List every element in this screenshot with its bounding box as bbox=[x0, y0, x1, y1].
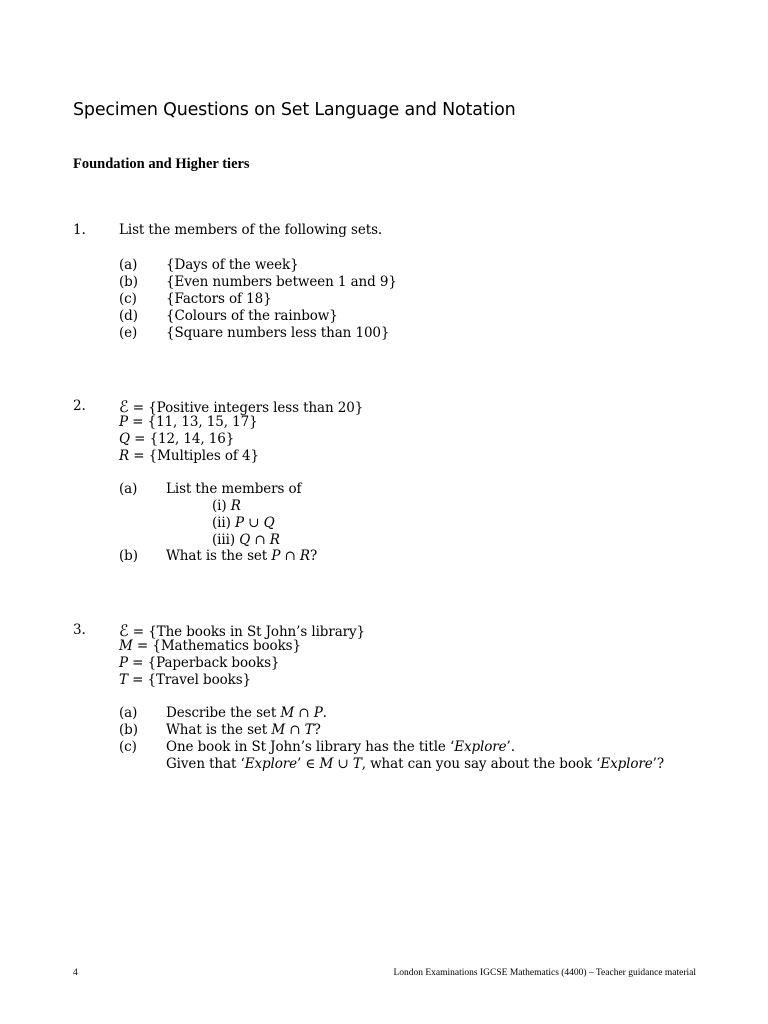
part-text: {Square numbers less than 100} bbox=[166, 325, 390, 341]
part-label: (a) bbox=[119, 257, 138, 273]
set-definition-text: = {12, 14, 16} bbox=[129, 431, 235, 447]
text-fragment: One book in St John’s library has the title ‘ bbox=[166, 739, 455, 755]
set-definition-text: = {Paperback books} bbox=[127, 655, 280, 671]
part-text: {Days of the week} bbox=[166, 257, 299, 273]
set-symbol: T bbox=[119, 672, 128, 688]
text-fragment: ? bbox=[309, 548, 318, 564]
question-number: 3. bbox=[73, 622, 86, 638]
set-symbol: T bbox=[352, 756, 362, 772]
part-text: {Even numbers between 1 and 9} bbox=[166, 274, 397, 290]
part-text: {Colours of the rainbow} bbox=[166, 308, 338, 324]
part-text bbox=[166, 548, 317, 564]
subpart bbox=[212, 532, 280, 548]
intersection-operator: ∩ bbox=[280, 548, 300, 564]
union-operator: ∪ bbox=[243, 515, 264, 531]
set-definition-text: = {Mathematics books} bbox=[132, 638, 301, 654]
set-symbol: M bbox=[119, 638, 133, 654]
set-definition bbox=[119, 448, 259, 464]
universal-set-symbol: ℰ bbox=[119, 397, 129, 416]
set-definition-text: = {Multiples of 4} bbox=[129, 448, 260, 464]
set-definition bbox=[119, 655, 279, 671]
part-text: {Factors of 18} bbox=[166, 291, 272, 307]
page-subtitle: Foundation and Higher tiers bbox=[73, 156, 250, 172]
set-definition-text: = {Travel books} bbox=[127, 672, 252, 688]
intersection-operator: ∩ bbox=[285, 722, 305, 738]
set-symbol: T bbox=[304, 722, 314, 738]
set-symbol: M bbox=[319, 756, 334, 772]
set-symbol: Q bbox=[119, 431, 130, 447]
part-text: List the members of bbox=[166, 481, 302, 497]
text-fragment: ’? bbox=[652, 756, 664, 772]
subpart-label: (i) bbox=[212, 498, 227, 514]
set-symbol: P bbox=[119, 655, 128, 671]
question-number: 2. bbox=[73, 398, 86, 414]
book-title: Explore bbox=[600, 756, 653, 772]
part-label: (c) bbox=[119, 739, 137, 755]
set-definition bbox=[119, 431, 234, 447]
set-symbol: Q bbox=[239, 532, 251, 548]
book-title: Explore bbox=[244, 756, 297, 772]
intersection-operator: ∩ bbox=[250, 532, 270, 548]
element-of-operator: ’ ∈ bbox=[297, 756, 320, 772]
part-label: (b) bbox=[119, 722, 138, 738]
part-label: (c) bbox=[119, 291, 137, 307]
set-definition bbox=[119, 672, 251, 688]
page-number: 4 bbox=[73, 968, 78, 978]
set-definition-text: = {Positive integers less than 20} bbox=[128, 400, 364, 416]
book-title: Explore bbox=[454, 739, 507, 755]
set-symbol: P bbox=[234, 515, 244, 531]
part-label: (d) bbox=[119, 308, 138, 324]
subpart bbox=[212, 498, 241, 514]
text-fragment: ? bbox=[313, 722, 321, 738]
question-number: 1. bbox=[73, 222, 86, 238]
question-stem: List the members of the following sets. bbox=[119, 222, 383, 238]
part-label: (a) bbox=[119, 481, 138, 497]
part-text bbox=[166, 739, 515, 755]
footer-source: London Examinations IGCSE Mathematics (4400) – Teacher guidance material bbox=[393, 968, 696, 978]
part-text bbox=[166, 705, 327, 721]
set-symbol: P bbox=[271, 548, 281, 564]
subpart bbox=[212, 515, 275, 531]
text-fragment: Describe the set bbox=[166, 705, 281, 721]
union-operator: ∪ bbox=[333, 756, 353, 772]
set-symbol: R bbox=[269, 532, 280, 548]
text-fragment: . bbox=[322, 705, 327, 721]
set-definition bbox=[119, 414, 258, 430]
set-symbol: P bbox=[313, 705, 323, 721]
text-fragment: What is the set bbox=[166, 548, 272, 564]
part-text-continued bbox=[166, 756, 664, 772]
set-symbol: P bbox=[119, 414, 128, 430]
universal-set-symbol: ℰ bbox=[119, 621, 129, 640]
set-definition-text: = {11, 13, 15, 17} bbox=[127, 414, 258, 430]
subpart-label: (iii) bbox=[212, 532, 235, 548]
set-symbol: R bbox=[299, 548, 310, 564]
set-symbol: R bbox=[119, 448, 130, 464]
set-symbol: Q bbox=[263, 515, 275, 531]
set-definition-text: = {The books in St John’s library} bbox=[128, 624, 366, 640]
text-fragment: Given that ‘ bbox=[166, 756, 245, 772]
set-symbol: R bbox=[230, 498, 241, 514]
intersection-operator: ∩ bbox=[294, 705, 314, 721]
part-label: (b) bbox=[119, 274, 138, 290]
set-symbol: M bbox=[280, 705, 295, 721]
text-fragment: What is the set bbox=[166, 722, 272, 738]
part-label: (b) bbox=[119, 548, 138, 564]
part-label: (e) bbox=[119, 325, 138, 341]
page-title: Specimen Questions on Set Language and Notation bbox=[73, 100, 516, 120]
set-definition bbox=[119, 638, 301, 654]
part-label: (a) bbox=[119, 705, 138, 721]
text-fragment: ’. bbox=[506, 739, 515, 755]
part-text bbox=[166, 722, 321, 738]
subpart-label: (ii) bbox=[212, 515, 231, 531]
text-fragment: , what can you say about the book ‘ bbox=[361, 756, 601, 772]
set-symbol: M bbox=[271, 722, 286, 738]
